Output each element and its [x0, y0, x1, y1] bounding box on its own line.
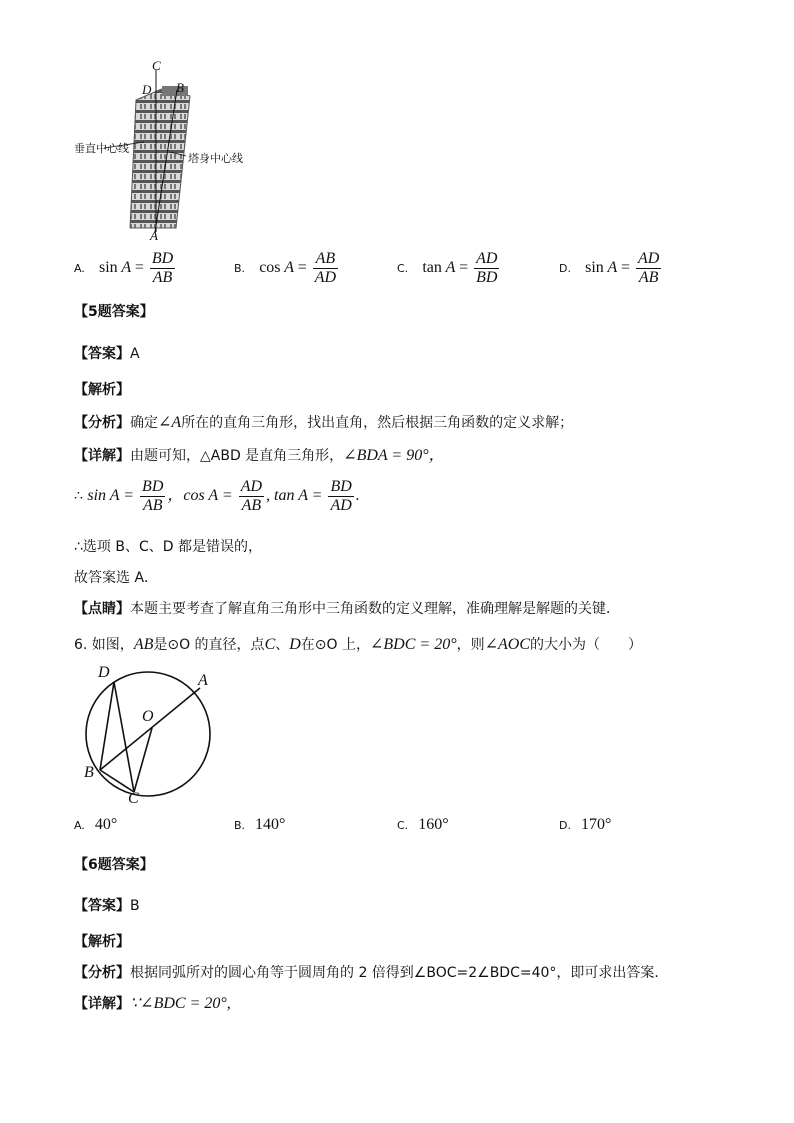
circle-figure — [80, 664, 220, 810]
q6-option-c[interactable]: C. 160° — [397, 816, 449, 833]
q5-option-c[interactable]: C. tan A = $\frac{AD}{BD}$ — [397, 250, 498, 286]
q6-option-a[interactable]: A. 40° — [74, 816, 118, 833]
q5-fenxi: 【分析】确定∠A所在的直角三角形，找出直角，然后根据三角函数的定义求解； — [74, 414, 574, 431]
tower-label-a: A — [150, 228, 158, 243]
q5-formula-line: ∴ sin A = $\frac{BD}{AB}$ ，cos A = $\frac{AD}{AB}$ , tan A = $\frac{BD}{AD}$ . — [74, 478, 360, 514]
q5-wrong-options: ∴选项 B、C、D 都是错误的， — [74, 539, 262, 555]
q6-option-d[interactable]: D. 170° — [559, 816, 612, 833]
circle-label-o: O — [142, 708, 154, 725]
circle-label-a: A — [198, 672, 208, 689]
tower-centerline-label: 塔身中心线 — [188, 152, 243, 165]
circle-label-c: C — [128, 790, 139, 807]
tower-label-d: D — [142, 82, 152, 97]
q5-option-a[interactable]: A. sin A = $\frac{BD}{AB}$ — [74, 250, 174, 286]
circle-label-b: B — [84, 764, 94, 781]
q5-answer-header: 【5题答案】 — [74, 304, 154, 320]
q5-answer: 【答案】A — [74, 346, 140, 362]
circle-label-d: D — [98, 664, 110, 681]
q5-dianjing: 【点睛】本题主要考查了解直角三角形中三角函数的定义理解，准确理解是解题的关键． — [74, 601, 620, 617]
tower-label-c: C — [152, 58, 161, 73]
q6-option-b[interactable]: B. 140° — [234, 816, 286, 833]
tower-label-b: B — [176, 80, 184, 95]
q5-detail: 【详解】由题可知，△ABD 是直角三角形，∠BDA = 90°， — [74, 447, 445, 464]
q6-stem: 6. 如图，AB是⊙O 的直径，点C、D在⊙O 上，∠BDC = 20°，则∠AOC的大小为（ ） — [74, 636, 643, 653]
q6-detail: 【详解】∵∠BDC = 20°, — [74, 995, 231, 1012]
tower-figure — [74, 58, 258, 246]
q6-fenxi: 【分析】根据同弧所对的圆心角等于圆周角的 2 倍得到∠BOC=2∠BDC=40°，即可求出答案. — [74, 965, 659, 981]
vertical-centerline-label: 垂直中心线 — [74, 142, 129, 155]
q5-conclusion: 故答案选 A． — [74, 570, 159, 586]
q6-answer-header: 【6题答案】 — [74, 857, 154, 873]
q6-analysis-header: 【解析】 — [74, 934, 130, 950]
q5-analysis-header: 【解析】 — [74, 382, 130, 398]
q5-option-d[interactable]: D. sin A = $\frac{AD}{AB}$ — [559, 250, 660, 286]
q6-answer: 【答案】B — [74, 898, 140, 914]
q5-option-b[interactable]: B. cos A = $\frac{AB}{AD}$ — [234, 250, 337, 286]
